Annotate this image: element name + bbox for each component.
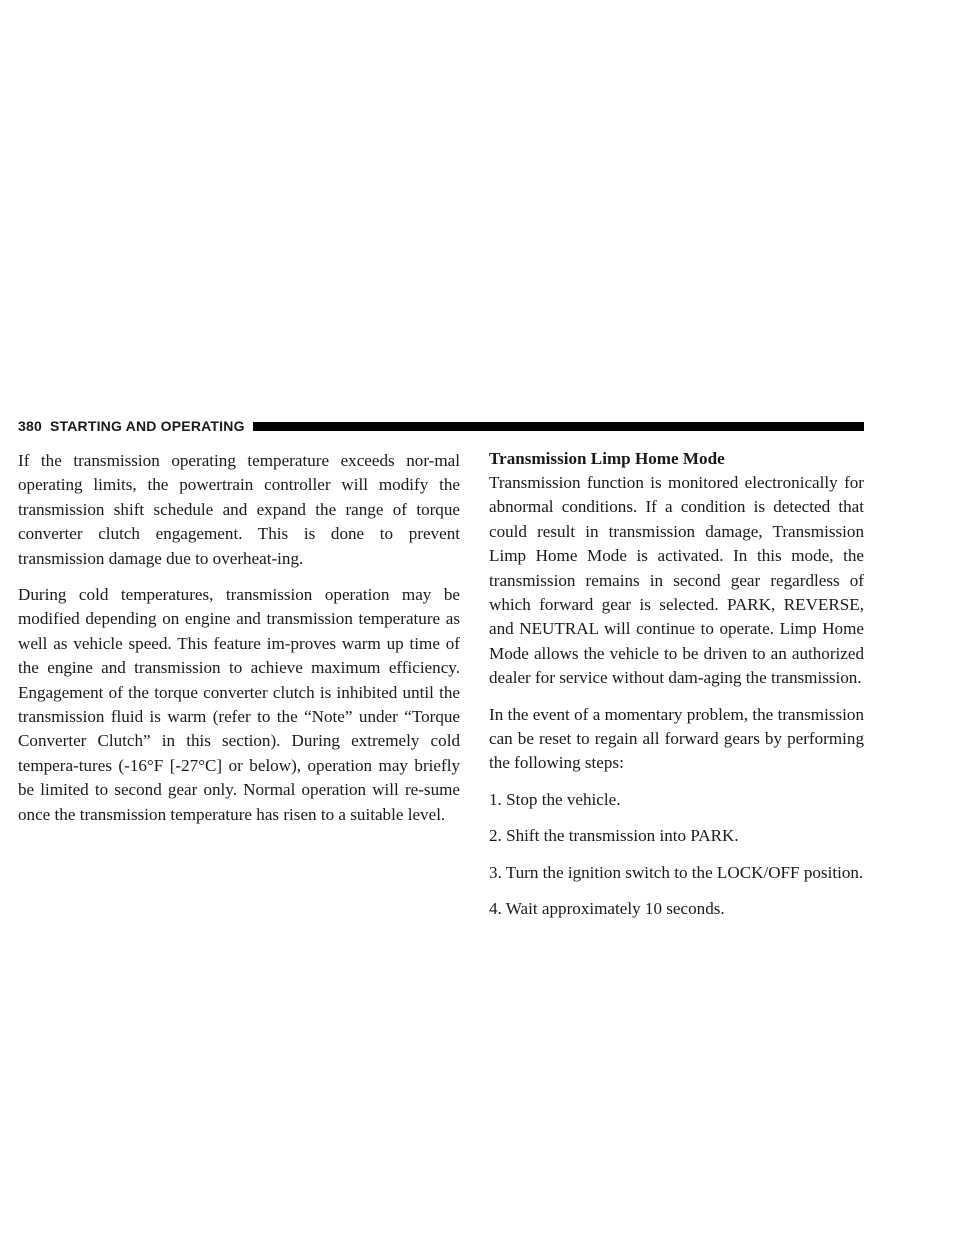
paragraph-cold-temperatures: During cold temperatures, transmission operation may be modified depending on engine and transmission temperature as well as vehicle speed. This feature im-proves warm up time of the engine and transmission to achieve maximum efficiency. Engagement of the torque converter clutch is inhibited until the transmission fluid is warm (refer to the “Note” under “Torque Converter Clutch” in this section). During extremely cold tempera-tures (-16°F [-27°C] or below), operation may briefly be limited to second gear only. Normal operation will re-sume once the transmission temperature has risen to a suitable level.: [18, 585, 460, 824]
left-column: [18, 449, 460, 839]
section-title: STARTING AND OPERATING: [49, 418, 245, 434]
step-item: 4. Wait approximately 10 seconds.: [489, 899, 725, 919]
page-number: 380: [18, 418, 42, 434]
section-heading: Transmission Limp Home Mode: [489, 449, 725, 468]
paragraph-limp-home: Transmission function is monitored electronically for abnormal conditions. If a condition is detected that could result in transmission damage, Transmission Limp Home Mode is activated. In this mode, the transmission remains in second gear regardless of which forward gear is selected. PARK, REVERSE, and NEUTRAL will continue to operate. Limp Home Mode allows the vehicle to be driven to an authorized dealer for service without dam-aging the transmission.: [489, 473, 864, 688]
paragraph-overheat: If the transmission operating temperature exceeds nor-mal operating limits, the powertrain controller will modify the transmission shift schedule and expand the range of torque converter clutch engagement. This is done to prevent transmission damage due to overheat-ing.: [18, 451, 460, 568]
step-item: 2. Shift the transmission into PARK.: [489, 826, 739, 846]
page-header: [18, 416, 864, 436]
header-rule: [253, 422, 864, 431]
step-item: 1. Stop the vehicle.: [489, 789, 621, 809]
right-column: [489, 449, 864, 934]
paragraph-reset-intro: In the event of a momentary problem, the transmission can be reset to regain all forward gears by performing the following steps:: [489, 704, 864, 773]
step-item: 3. Turn the ignition switch to the LOCK/OFF position.: [489, 862, 864, 882]
